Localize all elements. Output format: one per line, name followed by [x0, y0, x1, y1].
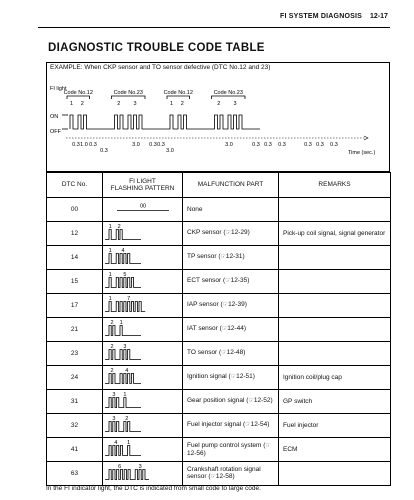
- flashing-pattern-graphic: [103, 438, 183, 461]
- timing-value-label: 0.3: [72, 142, 80, 148]
- dtc-code: 12: [47, 222, 103, 246]
- pattern-digit-label: 3: [112, 392, 116, 398]
- malfunction-part: Crankshaft rotation signal sensor (☞12-58): [183, 462, 279, 486]
- flashing-pattern: [103, 318, 183, 342]
- pattern-digit-label: 1: [123, 392, 127, 398]
- table-row: [47, 198, 391, 222]
- timing-value-label: 0.3: [304, 142, 312, 148]
- pattern-digit-label: 2: [110, 368, 114, 374]
- malfunction-part: IAT sensor (☞12-44): [183, 318, 279, 342]
- flashing-pattern: [103, 222, 183, 246]
- pattern-digit-label: 4: [121, 248, 125, 254]
- code-digit-label: 3: [133, 101, 137, 107]
- remarks: Ignition coil/plug cap: [279, 366, 391, 390]
- malfunction-label: Fuel pump control system: [187, 441, 262, 449]
- dtc-code: 31: [47, 390, 103, 414]
- table-row: [47, 390, 391, 414]
- pattern-digit-label: 4: [125, 368, 129, 374]
- page-reference-icon: ☞: [221, 350, 227, 357]
- page-reference-icon: ☞: [225, 230, 231, 237]
- flashing-pattern-graphic: [103, 414, 183, 437]
- pattern-waveform: [105, 278, 141, 288]
- section-title: FI SYSTEM DIAGNOSIS: [280, 13, 362, 20]
- table-row: [47, 366, 391, 390]
- on-label: ON: [50, 114, 59, 120]
- timing-value-label: 0.3: [330, 142, 338, 148]
- malfunction-label: Ignition signal: [187, 373, 227, 381]
- page-title: DIAGNOSTIC TROUBLE CODE TABLE: [48, 42, 265, 54]
- malfunction-part: ECT sensor (☞12-35): [183, 270, 279, 294]
- malfunction-label: ECT sensor: [187, 277, 222, 285]
- flashing-pattern-graphic: [103, 462, 183, 485]
- page-reference-icon: ☞: [222, 302, 229, 309]
- flashing-pattern-graphic: [103, 246, 183, 269]
- table-row: [47, 246, 391, 270]
- page-reference-icon: ☞: [210, 474, 216, 481]
- timing-value-label: 0.3: [100, 148, 108, 154]
- flashing-pattern: [103, 246, 183, 270]
- off-label: OFF: [50, 129, 61, 135]
- code-group-bracket: [112, 96, 146, 99]
- code-digit-label: 2: [180, 101, 184, 107]
- timing-value-label: 3.0: [166, 148, 174, 154]
- timing-value-label: 0.3: [252, 142, 260, 148]
- page-reference: 12-52: [253, 397, 271, 405]
- malfunction-part: CKP sensor (☞12-29): [183, 222, 279, 246]
- page-reference: 12-44: [227, 325, 244, 333]
- page-reference: 12-51: [236, 373, 253, 381]
- code-digit-label: 2: [117, 101, 121, 107]
- page-reference-icon: ☞: [225, 278, 231, 285]
- flashing-pattern-graphic: [103, 366, 183, 389]
- page-reference: 12-48: [226, 349, 244, 357]
- pattern-digit-label: 1: [108, 224, 112, 230]
- code-digit-label: 1: [169, 101, 174, 107]
- timing-value-label: 0.3: [316, 142, 324, 148]
- code-digit-label: 2: [80, 101, 84, 107]
- pattern-digit-label: 1: [108, 296, 112, 302]
- page-reference: 12-29: [230, 229, 248, 237]
- remarks: [279, 294, 391, 318]
- page-reference: 12-56: [187, 449, 204, 457]
- timing-value-label: 0.3: [157, 142, 165, 148]
- pattern-waveform: [105, 254, 141, 264]
- flashing-pattern: [103, 462, 183, 486]
- dtc-code: 00: [47, 198, 103, 222]
- pattern-digit-label: 2: [117, 224, 121, 230]
- pattern-waveform: [105, 422, 141, 432]
- timing-value-label: 3.0: [132, 142, 140, 148]
- table-row: [47, 414, 391, 438]
- malfunction-label: None: [187, 205, 203, 213]
- pattern-digit-label: 2: [110, 320, 114, 326]
- page-reference-icon: ☞: [220, 254, 226, 261]
- malfunction-label: Fuel injector signal: [187, 421, 242, 429]
- pattern-waveform: [105, 374, 141, 384]
- page-reference: 12-35: [230, 277, 248, 285]
- page-reference-icon: ☞: [265, 442, 271, 449]
- header-dtc: DTC No.: [47, 173, 103, 198]
- malfunction-part: Ignition signal (☞12-51): [183, 366, 279, 390]
- remarks: Pick-up coil signal, signal generator: [279, 222, 391, 246]
- dtc-code: 17: [47, 294, 103, 318]
- table-header-row: [47, 173, 391, 198]
- code-group-bracket: [67, 96, 90, 99]
- dtc-code: 15: [47, 270, 103, 294]
- header-remarks: REMARKS: [279, 173, 391, 198]
- table-row: [47, 438, 391, 462]
- malfunction-label: IAP sensor: [187, 301, 219, 309]
- pattern-digit-label: 3: [138, 464, 142, 470]
- pattern-digit-label: 1: [127, 440, 131, 446]
- flashing-pattern-graphic: [103, 270, 183, 293]
- malfunction-label: IAT sensor: [187, 325, 218, 333]
- code-group-label: Code No.12: [163, 90, 193, 96]
- malfunction-part: IAP sensor (☞12-39): [183, 294, 279, 318]
- flashing-pattern-graphic: [103, 198, 183, 221]
- pattern-digit-label: 3: [123, 344, 127, 350]
- flashing-pattern-graphic: [103, 342, 183, 365]
- timing-diagram: [46, 62, 390, 172]
- malfunction-part: Fuel injector signal (☞12-54): [183, 414, 279, 438]
- flashing-pattern-graphic: [103, 222, 183, 245]
- dtc-code: 24: [47, 366, 103, 390]
- remarks: [279, 246, 391, 270]
- dtc-table: [46, 172, 391, 486]
- remarks: [279, 342, 391, 366]
- pattern-waveform: [105, 302, 145, 312]
- pattern-digit-label: 2: [110, 344, 114, 350]
- flashing-pattern: [103, 294, 183, 318]
- pattern-digit-label: 1: [119, 320, 123, 326]
- code-group-label: Code No.23: [113, 90, 143, 96]
- flashing-pattern-graphic: [103, 390, 183, 413]
- remarks: GP switch: [279, 390, 391, 414]
- header-pattern: [103, 173, 183, 198]
- flashing-pattern: [103, 414, 183, 438]
- table-row: [47, 270, 391, 294]
- timing-value-label: 1.0: [80, 142, 88, 148]
- table-row: [47, 462, 391, 486]
- pattern-waveform: [105, 446, 141, 456]
- pattern-waveform: [105, 398, 141, 408]
- code-group-bracket: [167, 96, 190, 99]
- timing-value-label: 0.3: [278, 142, 286, 148]
- page-number: 12-17: [370, 13, 388, 20]
- code-group-label: Code No.23: [213, 90, 243, 96]
- remarks: [279, 462, 391, 486]
- malfunction-label: TO sensor: [187, 349, 218, 357]
- dtc-code: 21: [47, 318, 103, 342]
- pattern-waveform: [105, 326, 141, 336]
- footnote: In the FI indicator light, the DTC is indicated from small code to large code.: [46, 485, 261, 492]
- page-reference: 12-58: [215, 473, 233, 481]
- pattern-digit-label: 1: [108, 272, 112, 278]
- code-digit-label: 1: [69, 101, 74, 107]
- page-reference-icon: ☞: [221, 326, 228, 333]
- dtc-code: 14: [47, 246, 103, 270]
- pattern-digit-label: 5: [123, 272, 127, 278]
- header-malfunction: MALFUNCTION PART: [183, 173, 279, 198]
- flashing-pattern: [103, 438, 183, 462]
- pattern-digit-label: 2: [125, 416, 129, 422]
- malfunction-label: Gear position signal: [187, 397, 245, 405]
- code-group-bracket: [212, 96, 246, 99]
- dtc-code: 41: [47, 438, 103, 462]
- flashing-pattern-graphic: [103, 318, 183, 341]
- malfunction-label: CKP sensor: [187, 229, 222, 237]
- flashing-pattern: [103, 342, 183, 366]
- malfunction-label: TP sensor: [187, 253, 217, 261]
- pattern-digit-label: 1: [108, 248, 112, 254]
- remarks: [279, 198, 391, 222]
- page-reference: 12-39: [228, 301, 245, 309]
- timing-waveform: [70, 115, 260, 129]
- dtc-code: 23: [47, 342, 103, 366]
- flashing-pattern: [103, 366, 183, 390]
- page-reference-icon: ☞: [248, 398, 254, 405]
- table-row: [47, 318, 391, 342]
- code-digit-label: 2: [217, 101, 221, 107]
- example-caption: EXAMPLE: When CKP sensor and TO sensor defective (DTC No.12 and 23): [50, 64, 271, 71]
- pattern-digit-label: 6: [118, 464, 122, 470]
- timing-value-label: 0.3: [264, 142, 272, 148]
- timing-value-label: 0.3: [89, 142, 97, 148]
- pattern-waveform: [105, 470, 149, 480]
- malfunction-part: Fuel pump control system (☞12-56): [183, 438, 279, 462]
- table-row: [47, 294, 391, 318]
- table-row: [47, 342, 391, 366]
- time-label: Time (sec.): [348, 150, 376, 156]
- pattern-digit-label: 4: [114, 440, 118, 446]
- table-row: [47, 222, 391, 246]
- page-reference: 12-31: [225, 253, 243, 261]
- pattern-waveform: [105, 230, 141, 240]
- dtc-code: 63: [47, 462, 103, 486]
- page-reference: 12-54: [250, 421, 268, 429]
- code-group-label: Code No.12: [63, 90, 93, 96]
- header-rule: [38, 27, 390, 28]
- flashing-pattern: [103, 390, 183, 414]
- malfunction-part: TO sensor (☞12-48): [183, 342, 279, 366]
- pattern-digit-label: 7: [127, 296, 131, 302]
- malfunction-label: Crankshaft rotation signal sensor: [187, 465, 261, 481]
- remarks: [279, 270, 391, 294]
- flashing-pattern: [103, 270, 183, 294]
- page-reference-icon: ☞: [230, 374, 237, 381]
- timing-value-label: 0.3: [149, 142, 157, 148]
- header-pattern-line1: FI LIGHT: [129, 177, 156, 185]
- pattern-digit-label: 3: [112, 416, 116, 422]
- remarks: Fuel injector: [279, 414, 391, 438]
- flashing-pattern: [103, 198, 183, 222]
- timing-value-label: 3.0: [225, 142, 233, 148]
- malfunction-part: [183, 198, 279, 222]
- malfunction-part: TP sensor (☞12-31): [183, 246, 279, 270]
- fi-light-label: FI light: [50, 86, 67, 92]
- code-digit-label: 3: [233, 101, 237, 107]
- malfunction-part: Gear position signal (☞12-52): [183, 390, 279, 414]
- dtc-code: 32: [47, 414, 103, 438]
- remarks: [279, 318, 391, 342]
- flashing-pattern-graphic: [103, 294, 183, 317]
- remarks: ECM: [279, 438, 391, 462]
- pattern-digit-label: 00: [139, 203, 147, 210]
- header-pattern-line2: FLASHING PATTERN: [110, 185, 175, 192]
- page-reference-icon: ☞: [245, 422, 251, 429]
- pattern-waveform: [105, 350, 141, 360]
